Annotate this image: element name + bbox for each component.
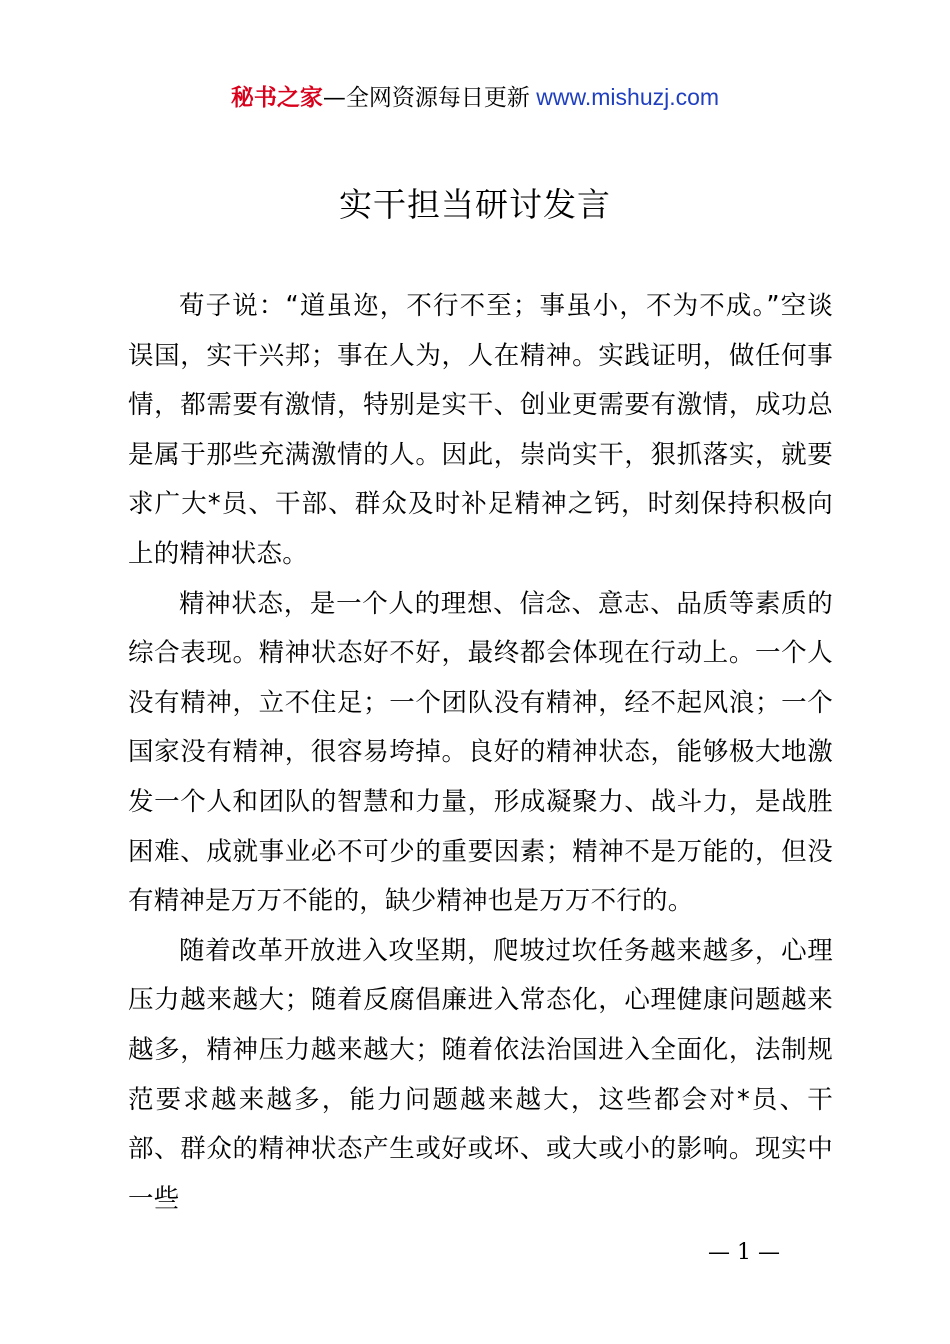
site-tagline: —全网资源每日更新 [322,85,530,111]
paragraph-3: 随着改革开放进入攻坚期，爬坡过坎任务越来越多，心理压力越来越大；随着反腐倡廉进入常态化，心理健康问题越来越多，精神压力越来越大；随着依法治国进入全面化，法制规范要求越来越多，能力问题越来越大，这些都会对*员、干部、群众的精神状态产生或好或坏、或大或小的影响。现实中一些 [128,935,833,1214]
site-header [0,82,950,113]
document-title: 实干担当研讨发言 [339,185,611,224]
page-number: — 1 — [708,1240,780,1265]
paragraph-1: 荀子说：“道虽迩，不行不至；事虽小，不为不成。”空谈误国，实干兴邦；事在人为，人在精神。实践证明，做任何事情，都需要有激情，特别是实干、创业更需要有激情，成功总是属于那些充满激情的人。因此，崇尚实干，狠抓落实，就要求广大*员、干部、群众及时补足精神之钙，时刻保持积极向上的精神状态。 [128,291,833,569]
paragraph-2: 精神状态，是一个人的理想、信念、意志、品质等素质的综合表现。精神状态好不好，最终都会体现在行动上。一个人没有精神，立不住足；一个团队没有精神，经不起风浪；一个国家没有精神，很容易垮掉。良好的精神状态，能够极大地激发一个人和团队的智慧和力量，形成凝聚力、战斗力，是战胜困难、成就事业必不可少的重要因素；精神不是万能的，但没有精神是万万不能的，缺少精神也是万万不行的。 [128,588,833,917]
site-url-link[interactable]: www.mishuzj.com [529,84,720,110]
site-brand: 秘书之家 [230,85,323,111]
document-body [128,282,833,1224]
